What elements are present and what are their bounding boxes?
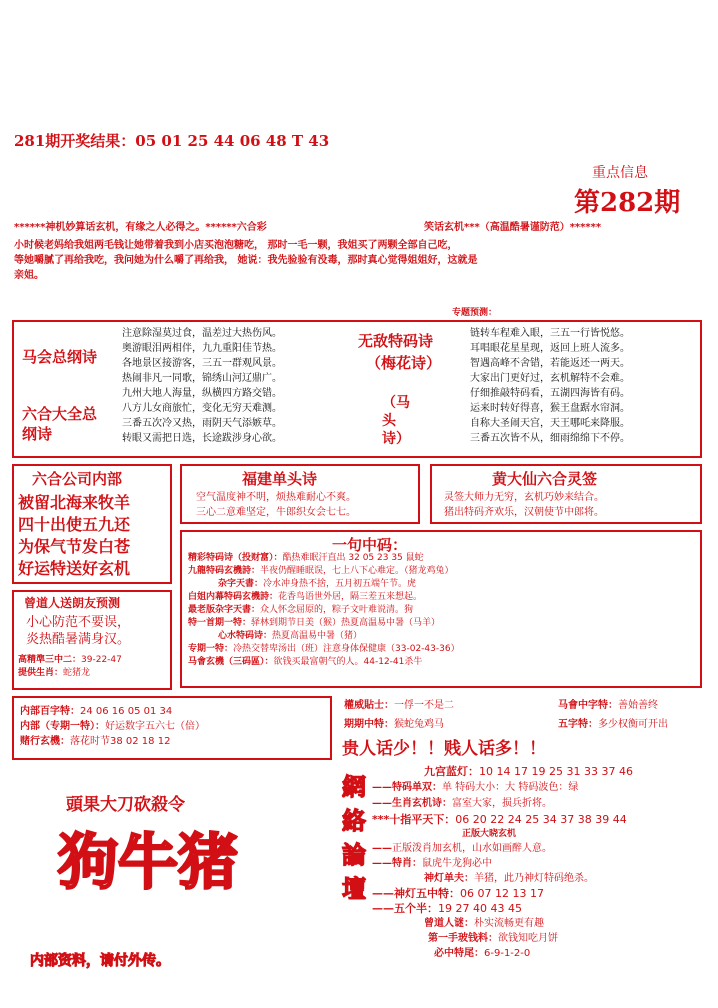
row-value: 10 14 17 19 25 31 33 37 46 <box>479 765 633 778</box>
joke-text <box>14 238 714 283</box>
row-label: 期期中特： <box>344 719 394 730</box>
row-label: 心水特码诗： <box>218 631 273 641</box>
poem-line: 转眼又需把日选，长途跋涉身心欲。 <box>122 433 282 444</box>
row-label: 權威貼士： <box>344 700 394 711</box>
row-label: 内部百字特： <box>20 706 80 717</box>
row-value: 6-9-1-2-0 <box>484 948 531 959</box>
box4-lines <box>444 490 604 520</box>
knife-title: 頭果大刀砍殺令 <box>66 795 185 815</box>
row-label: 最老版杂字天書： <box>188 605 261 615</box>
joke-line: 小时候老妈给我姐两毛钱让她带着我到小店买泡泡糖吃， 那时一毛一颗，我姐买了两颗全部自己吃， <box>14 240 458 251</box>
net-forum-title: 網絡論壇 <box>342 772 366 903</box>
row-label: 九龍特码玄機詩： <box>188 566 261 576</box>
row-value: 善始善终 <box>618 700 658 711</box>
grid-line: 四十出使五九还 <box>18 515 131 534</box>
fujian-box <box>180 464 420 524</box>
poem-line: 三心二意难坚定，牛郎织女会七七。 <box>196 507 356 518</box>
intro-left: ******神机妙算话玄机，有缘之人必得之。******六合彩 <box>14 222 267 233</box>
joke-line: 等她嚼腻了再给我吃，我问她为什么嚼了再给我， 她说：我先验验有没毒，那时真心觉得姐姐好，这就是 <box>14 255 478 266</box>
row-value: 热夏高温易中暑（猪） <box>272 631 363 641</box>
poem-line: 各地景区接游客，三五一群观风景。 <box>122 358 282 369</box>
joke-line: 亲姐。 <box>14 270 44 281</box>
box1-right-poem <box>470 326 700 446</box>
poem-line: 九州大地人海量，纵横四方路交错。 <box>122 388 282 399</box>
row-value: 39-22-47 <box>81 655 122 665</box>
poem-line: 注意除湿莫过食，温差过大热伤风。 <box>122 328 282 339</box>
poem-line: 热闹非凡一同歌，锦绣山河辽鼎广。 <box>122 373 282 384</box>
row-label: 杂字天書： <box>218 579 264 589</box>
prophet-box <box>12 590 172 690</box>
box1-left-poem <box>122 326 352 446</box>
row-value: 欲钱知吃月饼 <box>498 933 558 944</box>
poem-line: 自称大圣闹天宫，天王哪吒来降服。 <box>470 418 630 429</box>
company-box <box>12 464 172 584</box>
slogan: 贵人话少！！贱人话多！！ <box>342 739 546 759</box>
box2-title: 六合公司内部 <box>32 470 123 488</box>
row-value: 06 07 12 13 17 <box>460 887 544 900</box>
row-value: 06 20 22 24 25 34 37 38 39 44 <box>455 813 627 826</box>
box5-lines <box>26 614 130 648</box>
tips-block-right <box>558 698 708 732</box>
poem-box <box>12 320 702 458</box>
row-label: 精彩特码诗（投财富）： <box>188 553 283 563</box>
internal-box <box>12 696 332 760</box>
row-value: 欲钱买最富朝气的人。44-12-41杀牛 <box>273 657 423 667</box>
big-zodiac: 狗牛猪 <box>58 828 238 898</box>
box1-title-2: 六合大全总纲诗 <box>22 405 98 443</box>
row-value: 落花时节38 02 18 12 <box>70 736 171 747</box>
row-label: 九宫蓝灯： <box>424 765 479 778</box>
forecast-label: 专题预测： <box>452 308 498 318</box>
row-label: ***十指平天下： <box>372 813 456 826</box>
footer-note: 内部资料，请付外传。 <box>30 953 170 969</box>
row-value: 多少权衡可开出 <box>598 719 668 730</box>
poem-line: 八方儿女商旅忙，变化无穷天难测。 <box>122 403 282 414</box>
row-value: 蛇猪龙 <box>63 668 91 678</box>
row-label: 内部（专期一特）： <box>20 721 105 732</box>
row-value: 驿林到期节日美（猴）热夏高温易中暑（马羊） <box>251 618 441 628</box>
row-value: 一俘一不是二 <box>394 700 454 711</box>
row-label: 高精準三中二： <box>18 655 82 665</box>
row-label: ——五个半： <box>372 902 438 915</box>
poem-line: 猪出特码齐欢乐，汉朝使节中郎将。 <box>444 507 604 518</box>
row-label: ——神灯五中特： <box>372 887 460 900</box>
box1-mid-title-3: （马头诗） <box>382 395 410 447</box>
poem-line: 三番五次皆不从，细雨绵绵下不停。 <box>470 433 630 444</box>
net-rows <box>372 764 712 961</box>
row-label: ——特码单双： <box>372 782 442 793</box>
row-label: 提供生肖： <box>18 668 64 678</box>
issue-number: 第282期 <box>574 188 681 218</box>
row-label: 神灯单夫： <box>424 873 474 884</box>
box1-mid-title-2: （梅花诗） <box>366 354 442 372</box>
poem-line: 炎热酷暑满身汉。 <box>26 632 131 647</box>
row-label: 马會中字特： <box>558 700 618 711</box>
grid-line: 为保气节发白苍 <box>18 537 131 556</box>
poem-line: 大家出门更好过，玄机解特不会难。 <box>470 373 630 384</box>
box2-grid <box>18 492 130 580</box>
box4-title: 黄大仙六合灵签 <box>492 470 598 488</box>
box7-rows <box>20 704 328 749</box>
row-value: 花香鸟语世外居，隔三差五来想起。 <box>278 592 423 602</box>
box1-mid-title-1: 无敌特码诗 <box>358 332 434 350</box>
row-value: 羊猪，此乃神灯特码绝杀。 <box>474 873 594 884</box>
result-line: 281期开奖结果：05 01 25 44 06 48 T 43 <box>14 132 330 150</box>
box1-title-1: 马会总纲诗 <box>22 348 98 366</box>
row-label: ——生肖玄机诗： <box>372 798 452 809</box>
row-value: 冷热交替卑汤出（班）注意身体保健康（33-02-43-36） <box>233 644 460 654</box>
row-label: 曾道人谜： <box>424 918 474 929</box>
poem-line: 三番五次冷又热，雨阴天气添嫉草。 <box>122 418 282 429</box>
box6-rows <box>188 552 698 669</box>
box3-lines <box>196 490 356 520</box>
poem-line: 仔细推敲特码看，五湖四海皆有码。 <box>470 388 630 399</box>
row-value: 朴实流畅更有趣 <box>474 918 544 929</box>
row-value: 单 特码大小：大 特码波色：绿 <box>442 782 579 793</box>
wong-tai-sin-box <box>430 464 702 524</box>
poem-line: 小心防范不要误， <box>26 615 131 630</box>
row-value: 半夜仍醒睡眠误，七上八下心难定。（猪龙鸡兔） <box>260 566 454 576</box>
intro-right: 笑话玄机***（高温酷暑谨防范）****** <box>424 222 602 233</box>
row-label: 白姐内幕特码玄機詩： <box>188 592 279 602</box>
grid-line: 被留北海来牧羊 <box>18 493 131 512</box>
row-value: 众人怀念屈原的，粽子文叶难说清。狗 <box>260 605 414 615</box>
one-line-box <box>180 530 702 688</box>
poem-line: 奥游眼泪两相伴，九九重阳佳节热。 <box>122 343 282 354</box>
poem-line: 链转车程难入眼，三五一行皆悦悠。 <box>470 328 630 339</box>
poem-line: 智遇高峰不舍错，若能返还一两天。 <box>470 358 630 369</box>
box5-rows <box>18 654 122 680</box>
row-value: 酷热难眠汗直出 32 05 23 35 鼠蛇 <box>282 553 424 563</box>
row-label: 正版大晓玄机 <box>462 829 517 839</box>
poem-line: 耳唱眼花星星现，返回上班人流多。 <box>470 343 630 354</box>
box6-title: 一句中码： <box>332 536 408 554</box>
row-label: 第一手玻钱料： <box>428 933 498 944</box>
poem-line: 空气温度神不明，烦热难耐心不爽。 <box>196 492 356 503</box>
row-value: 鼠虎牛龙狗必中 <box>422 858 492 869</box>
corner-label: 重点信息 <box>592 165 648 181</box>
row-label: 五字特： <box>558 719 598 730</box>
row-label: 专期一特： <box>188 644 234 654</box>
row-value: 正版泼肖加玄机，山水如画醉人意。 <box>392 843 552 854</box>
row-value: 富室大家，损兵折将。 <box>452 798 552 809</box>
row-value: 24 06 16 05 01 34 <box>80 706 173 717</box>
row-value: 好运数字五六七（倍） <box>105 721 205 732</box>
poem-line: 运来时转好得喜，猴王盘踞水帘洞。 <box>470 403 630 414</box>
poem-line: 灵签大师力无穷，玄机巧妙来结合。 <box>444 492 604 503</box>
grid-line: 好运特送好玄机 <box>18 559 131 578</box>
box3-title: 福建单头诗 <box>242 470 318 488</box>
row-label: 必中特尾： <box>434 948 484 959</box>
row-label: —— <box>372 843 392 854</box>
row-label: 赌行玄機： <box>20 736 70 747</box>
row-label: 马會玄機（三码區）： <box>188 657 274 667</box>
row-value: 猴蛇兔鸡马 <box>394 719 444 730</box>
row-label: ——特肖： <box>372 858 422 869</box>
row-value: 冷水冲身热不捨，五月初五端午节。虎 <box>263 579 417 589</box>
row-label: 特一首期一特： <box>188 618 252 628</box>
box5-title: 曾道人送朗友预测 <box>24 596 121 610</box>
row-value: 19 27 40 43 45 <box>438 902 522 915</box>
